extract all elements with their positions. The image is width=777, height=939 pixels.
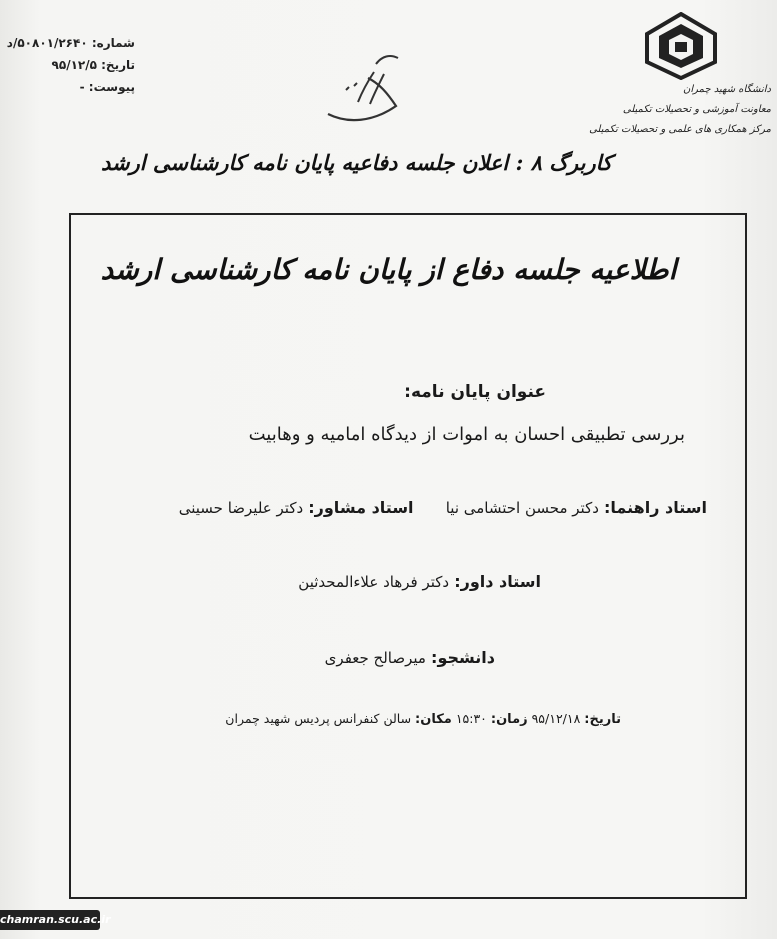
university-logo bbox=[645, 12, 717, 80]
thesis-title-label: عنوان پایان نامه: bbox=[404, 382, 546, 402]
student-label: دانشجو: bbox=[431, 648, 495, 667]
letter-date-row bbox=[10, 54, 135, 76]
referee-name: دکتر فرهاد علاءالمحدثین bbox=[298, 573, 450, 591]
student-row bbox=[325, 648, 495, 667]
letter-number-value: ۵۰۸۰۱/۲۶۴۰/د bbox=[6, 36, 88, 50]
org-university: دانشگاه شهید چمران bbox=[683, 84, 771, 95]
advisor-name: دکتر علیرضا حسینی bbox=[178, 499, 304, 517]
supervisor-label: استاد راهنما: bbox=[604, 498, 707, 517]
letter-date-label: تاریخ: bbox=[101, 58, 135, 72]
letter-number-row bbox=[6, 32, 135, 54]
notice-title: اطلاعیه جلسه دفاع از پایان نامه کارشناسی ارشد bbox=[100, 253, 677, 286]
referee-row bbox=[298, 572, 541, 591]
session-time: ۱۵:۳۰ bbox=[455, 711, 487, 726]
organization-header bbox=[589, 80, 771, 140]
letter-attachment-label: پیوست: bbox=[88, 80, 135, 94]
org-center: مرکز همکاری های علمی و تحصیلات تکمیلی bbox=[589, 124, 771, 135]
advisors-row bbox=[179, 498, 707, 517]
letter-date-value: ۹۵/۱۲/۵ bbox=[51, 58, 97, 72]
letter-attachment-value: - bbox=[79, 80, 85, 94]
student-name: میرصالح جعفری bbox=[324, 649, 426, 667]
session-details-row bbox=[225, 711, 621, 727]
site-watermark: chamran.scu.ac.ir bbox=[0, 910, 100, 930]
bismillah-calligraphy bbox=[318, 44, 408, 134]
letter-number-label: شماره: bbox=[91, 36, 135, 50]
org-deputy: معاونت آموزشی و تحصیلات تکمیلی bbox=[622, 104, 771, 115]
referee-label: استاد داور: bbox=[454, 572, 541, 591]
session-date-label: تاریخ: bbox=[584, 712, 621, 727]
supervisor-name: دکتر محسن احتشامی نیا bbox=[445, 499, 599, 517]
letter-meta bbox=[6, 32, 135, 98]
thesis-title: بررسی تطبیقی احسان به اموات از دیدگاه امامیه و وهابیت bbox=[248, 424, 685, 445]
notice-box bbox=[69, 213, 747, 899]
letter-attachment-row bbox=[10, 76, 135, 98]
session-time-label: زمان: bbox=[490, 712, 528, 727]
advisor-label: استاد مشاور: bbox=[308, 498, 414, 517]
session-date: ۹۵/۱۲/۱۸ bbox=[531, 711, 581, 726]
session-place-label: مکان: bbox=[415, 712, 452, 727]
session-place: سالن کنفرانس پردیس شهید چمران bbox=[225, 711, 412, 726]
form-title: کاربرگ ۸ : اعلان جلسه دفاعیه پایان نامه کارشناسی ارشد bbox=[101, 150, 612, 175]
